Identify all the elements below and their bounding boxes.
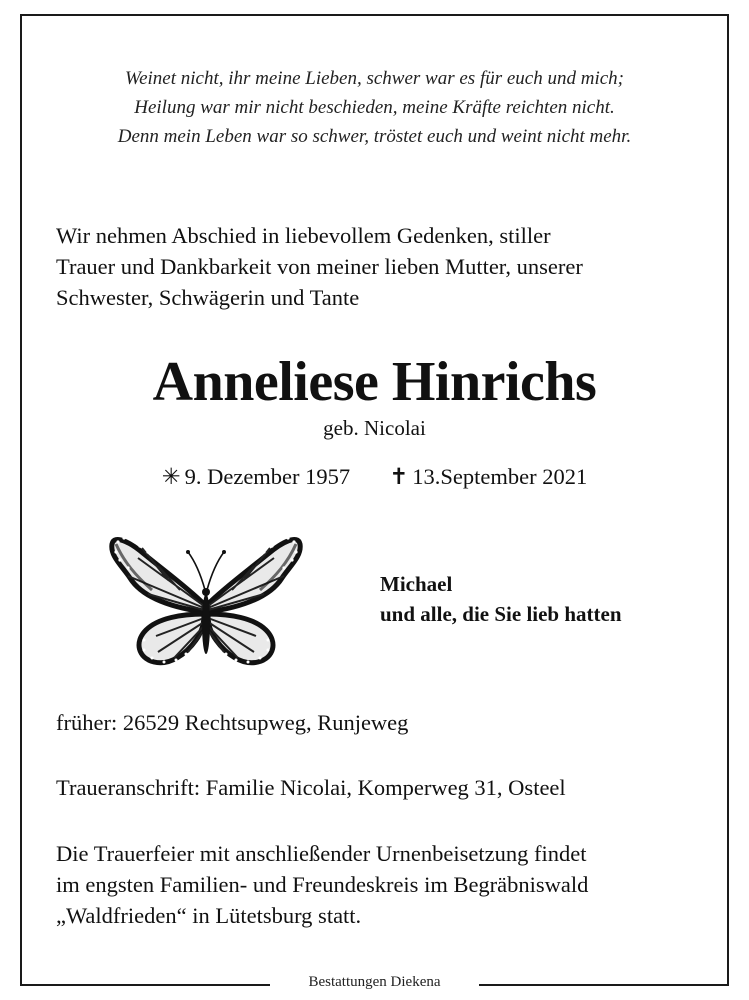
maiden-name: geb. Nicolai [323, 416, 426, 440]
birth-star-icon: ✳ [161, 464, 181, 489]
death-date: 13.September 2021 [412, 464, 588, 489]
former-address: früher: 26529 Rechtsupweg, Runjeweg [56, 710, 409, 735]
poem-line: Heilung war mir nicht beschieden, meine Kräfte reichten nicht. [134, 97, 615, 118]
mourning-address: Traueranschrift: Familie Nicolai, Komperweg 31, Osteel [56, 775, 566, 800]
intro-line: Wir nehmen Abschied in liebevollem Gedenken, stiller [56, 223, 551, 248]
ceremony-line: „Waldfrieden“ in Lütetsburg statt. [56, 903, 362, 928]
ceremony-line: Die Trauerfeier mit anschließender Urnenbeisetzung findet [56, 841, 587, 866]
deceased-name: Anneliese Hinrichs [152, 351, 597, 413]
poem-line: Weinet nicht, ihr meine Lieben, schwer war es für euch und mich; [124, 68, 625, 89]
death-cross-icon: ✝ [389, 464, 409, 489]
birth-date: 9. Dezember 1957 [184, 464, 351, 489]
farewell-intro [56, 220, 716, 313]
ceremony-notice [56, 838, 721, 931]
mourners [380, 569, 622, 629]
butterfly-icon [108, 532, 304, 668]
life-dates [0, 461, 749, 493]
ceremony-line: im engsten Familien- und Freundeskreis im Begräbniswald [56, 872, 589, 897]
mourner-line: und alle, die Sie lieb hatten [380, 602, 622, 626]
funeral-home-credit: Bestattungen Diekena [270, 972, 479, 992]
intro-line: Trauer und Dankbarkeit von meiner lieben Mutter, unserer [56, 254, 583, 279]
poem-line: Denn mein Leben war so schwer, tröstet euch und weint nicht mehr. [117, 126, 632, 147]
memorial-poem [0, 64, 749, 151]
mourner-line: Michael [380, 572, 453, 596]
intro-line: Schwester, Schwägerin und Tante [56, 285, 360, 310]
